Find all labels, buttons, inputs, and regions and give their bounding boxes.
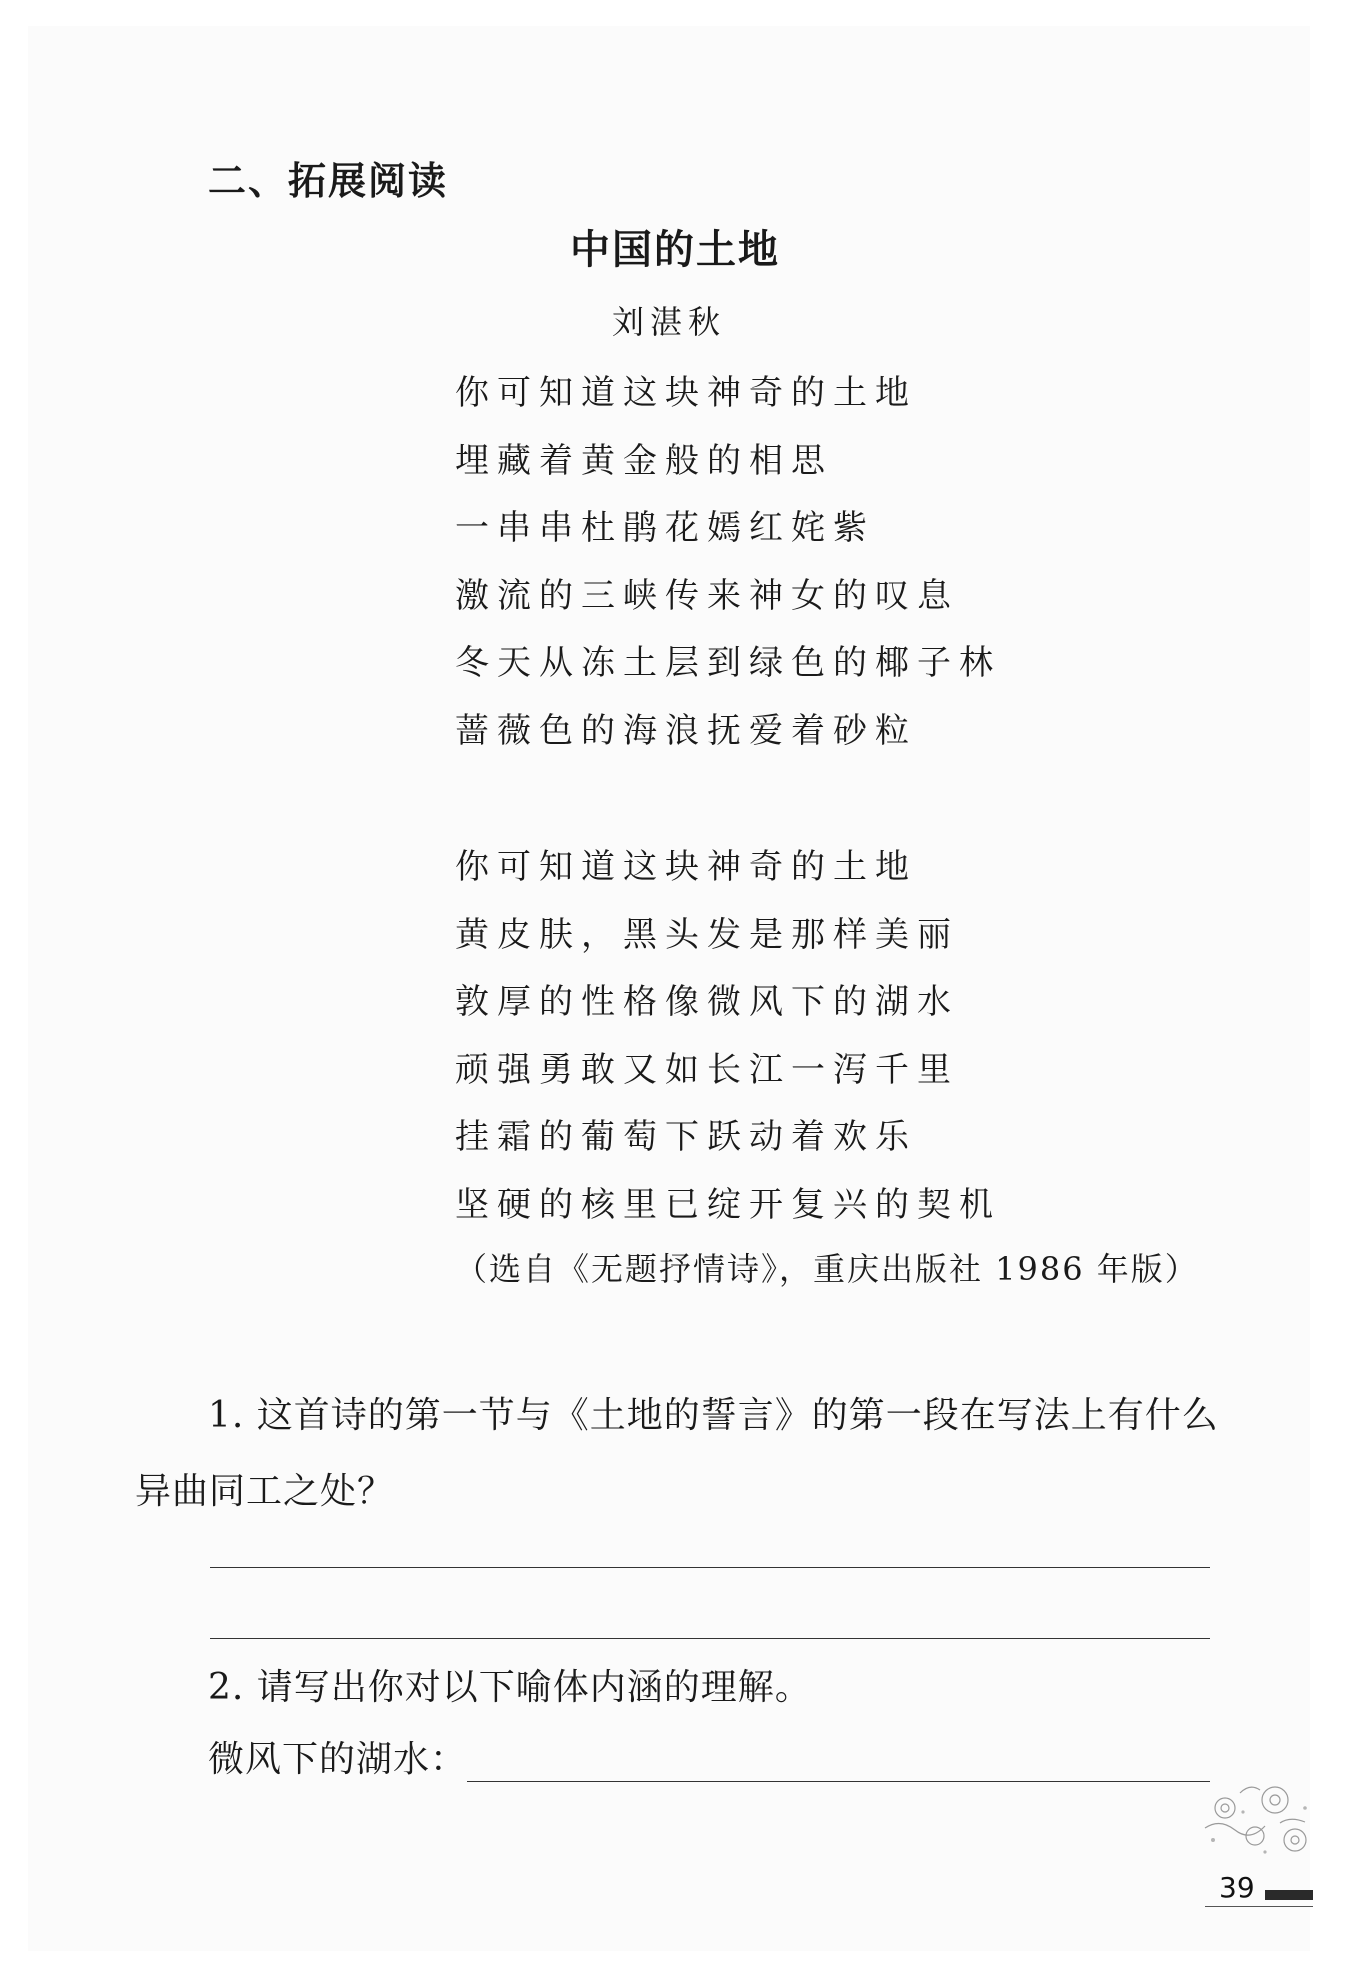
poem-line: 冬天从冻土层到绿色的椰子林: [455, 643, 1001, 683]
poem-line: 挂霜的葡萄下跃动着欢乐: [455, 1117, 917, 1157]
question-2: 2. 请写出你对以下喻体内涵的理解。: [208, 1667, 812, 1708]
poem-line: 敦厚的性格像微风下的湖水: [455, 982, 959, 1022]
poem-line: 坚硬的核里已绽开复兴的契机: [455, 1184, 1001, 1225]
metaphor-answer-row: [208, 1732, 1210, 1788]
question-1: 1. 这首诗的第一节与《土地的誓言》的第一段在写法上有什么异曲同工之处？: [135, 1395, 1219, 1512]
page-number-block: [1205, 1868, 1313, 1908]
answer-line[interactable]: [210, 1638, 1210, 1639]
floral-decoration-icon: [1195, 1778, 1315, 1870]
poem-line: 蔷薇色的海浪抚爱着砂粒: [455, 710, 917, 751]
page-number: 39: [1219, 1871, 1255, 1904]
poem-line: 一串串杜鹃花嫣红姹紫: [455, 508, 875, 548]
poem-line: 顽强勇敢又如长江一泻千里: [455, 1049, 959, 1090]
section-heading: 二、拓展阅读: [208, 159, 449, 203]
answer-line[interactable]: [210, 1567, 1210, 1568]
poem-line: 你可知道这块神奇的土地: [455, 373, 917, 413]
poem-line: 埋藏着黄金般的相思: [455, 440, 833, 481]
page-number-bar: [1265, 1890, 1313, 1900]
poem-stanza-1: [455, 360, 1001, 765]
metaphor-label: 微风下的湖水：: [208, 1739, 468, 1780]
poem-line: 黄皮肤，黑头发是那样美丽: [455, 914, 959, 955]
poem-line: 你可知道这块神奇的土地: [455, 847, 917, 887]
poem-source-note: （选自《无题抒情诗》，重庆出版社 1986 年版）: [455, 1250, 1199, 1288]
metaphor-answer-line[interactable]: [467, 1737, 1210, 1782]
poem-stanza-2: [455, 834, 1001, 1239]
poem-author: 刘湛秋: [612, 303, 727, 341]
page-number-rule: [1205, 1906, 1313, 1907]
poem-title: 中国的土地: [570, 226, 780, 273]
poem-line: 激流的三峡传来神女的叹息: [455, 575, 959, 616]
